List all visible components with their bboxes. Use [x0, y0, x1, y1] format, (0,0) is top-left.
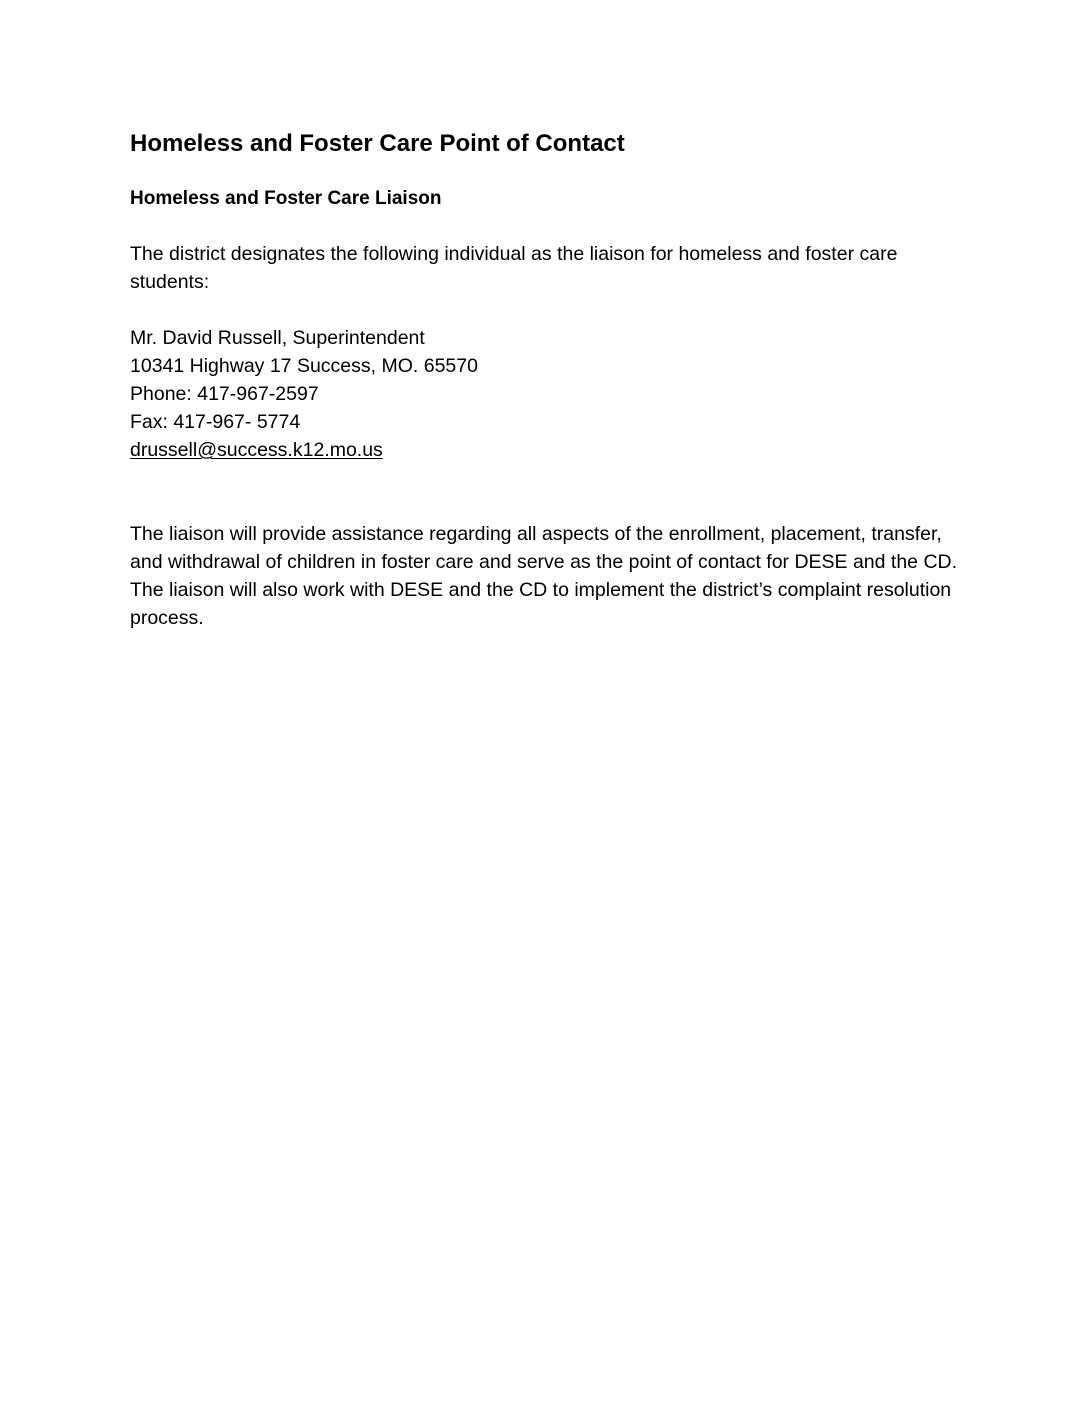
closing-paragraph: The liaison will provide assistance regarding all aspects of the enrollment, placement, transfer, and withdrawal of children in foster care and serve as the point of contact for DESE and the CD. The liaison will also work with DESE and the CD to implement the district’s complaint resolution process.: [130, 523, 958, 629]
contact-email-link[interactable]: drussell@success.k12.mo.us: [130, 439, 383, 461]
contact-phone: Phone: 417-967-2597: [130, 383, 319, 405]
contact-fax: Fax: 417-967- 5774: [130, 411, 301, 433]
contact-address: 10341 Highway 17 Success, MO. 65570: [130, 355, 478, 377]
contact-block: [130, 324, 960, 464]
intro-paragraph: The district designates the following individual as the liaison for homeless and foster care students:: [130, 243, 898, 293]
section-heading: Homeless and Foster Care Liaison: [130, 188, 442, 209]
page-title: Homeless and Foster Care Point of Contact: [130, 130, 625, 157]
contact-name: Mr. David Russell, Superintendent: [130, 327, 425, 349]
document-body: [130, 128, 960, 632]
